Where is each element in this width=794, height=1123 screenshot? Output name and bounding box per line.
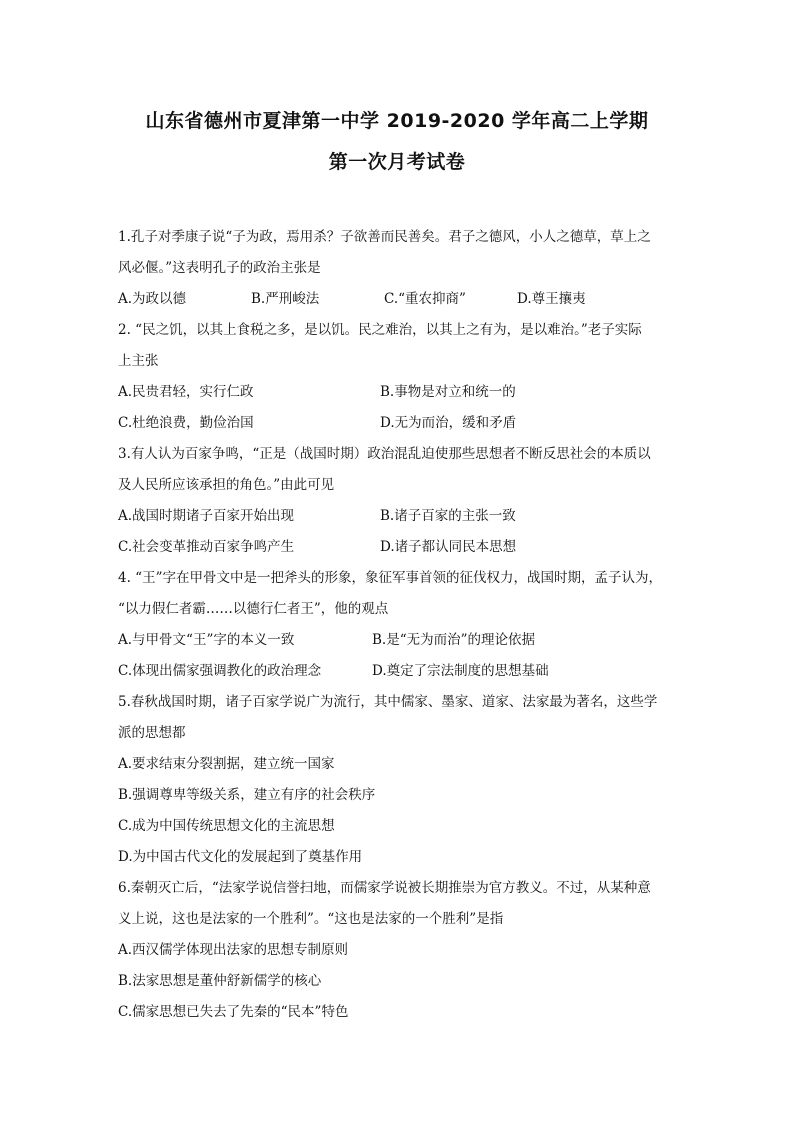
options-row: [118, 284, 678, 315]
options-row: [118, 501, 678, 532]
option-a: A.战国时期诸子百家开始出现: [118, 508, 295, 524]
exam-title-line2: 第一次月考试卷: [328, 151, 466, 173]
option-b: B.强调尊卑等级关系，建立有序的社会秩序: [118, 787, 376, 803]
option-d: D.尊王攘夷: [517, 291, 586, 307]
options-row: [118, 532, 678, 563]
option-a: A.与甲骨文“王”字的本义一致: [118, 632, 295, 648]
question-3: [118, 439, 678, 563]
question-stem-line: 风必偃。”这表明孔子的政治主张是: [118, 260, 321, 276]
option-c: C.体现出儒家强调教化的政治理念: [118, 663, 322, 679]
options-row: [118, 408, 678, 439]
option-b: B.诸子百家的主张一致: [380, 508, 516, 524]
question-stem-line: “以力假仁者霸……以德行仁者王”，他的观点: [118, 601, 389, 617]
question-stem-line: 义上说，这也是法家的一个胜利”。“这也是法家的一个胜利”是指: [118, 911, 504, 927]
option-d: D.为中国古代文化的发展起到了奠基作用: [118, 849, 363, 865]
question-6: [118, 873, 678, 1028]
question-stem-line: 6.秦朝灭亡后，“法家学说信誉扫地，而儒家学说被长期推崇为官方教义。不过，从某种意: [118, 880, 651, 896]
option-b: B.法家思想是董仲舒新儒学的核心: [118, 973, 322, 989]
option-d: D.奠定了宗法制度的思想基础: [372, 663, 549, 679]
question-stem-line: 上主张: [118, 353, 159, 369]
question-stem-line: 1.孔子对季康子说“子为政，焉用杀？子欲善而民善矣。君子之德风，小人之德草，草上之: [118, 229, 651, 245]
option-c: C.社会变革推动百家争鸣产生: [118, 539, 295, 555]
question-1: [118, 222, 678, 315]
option-b: B.严刑峻法: [251, 291, 320, 307]
option-c: C.杜绝浪费，勤俭治国: [118, 415, 254, 431]
option-a: A.为政以德: [118, 291, 187, 307]
question-stem-line: 4. “王”字在甲骨文中是一把斧头的形象，象征军事首领的征伐权力，战国时期，孟子认为，: [118, 570, 662, 586]
options-row: [118, 656, 678, 687]
exam-title-line1: 山东省德州市夏津第一中学 2019-2020 学年高二上学期: [145, 110, 649, 132]
option-b: B.事物是对立和统一的: [380, 384, 516, 400]
question-stem-line: 派的思想都: [118, 725, 186, 741]
options-row: [118, 625, 678, 656]
option-c: C.成为中国传统思想文化的主流思想: [118, 818, 335, 834]
option-c: C.儒家思想已失去了先秦的“民本”特色: [118, 1004, 349, 1020]
option-a: A.民贵君轻，实行仁政: [118, 384, 254, 400]
question-list: [118, 222, 678, 1028]
question-stem-line: 3.有人认为百家争鸣，“正是（战国时期）政治混乱迫使那些思想者不断反思社会的本质以: [118, 446, 651, 462]
question-2: [118, 315, 678, 439]
question-stem-line: 5.春秋战国时期，诸子百家学说广为流行，其中儒家、墨家、道家、法家最为著名，这些学: [118, 694, 658, 710]
option-a: A.要求结束分裂割据，建立统一国家: [118, 756, 335, 772]
option-a: A.西汉儒学体现出法家的思想专制原则: [118, 942, 349, 958]
question-stem-line: 2. “民之饥，以其上食税之多，是以饥。民之难治，以其上之有为，是以难治。”老子实际: [118, 322, 642, 338]
option-d: D.诸子都认同民本思想: [380, 539, 517, 555]
options-row: [118, 377, 678, 408]
question-stem-line: 及人民所应该承担的角色。”由此可见: [118, 477, 335, 493]
question-5: [118, 687, 678, 873]
option-d: D.无为而治，缓和矛盾: [380, 415, 517, 431]
option-b: B.是“无为而治”的理论依据: [372, 632, 536, 648]
question-4: [118, 563, 678, 687]
option-c: C.“重农抑商”: [384, 291, 466, 307]
